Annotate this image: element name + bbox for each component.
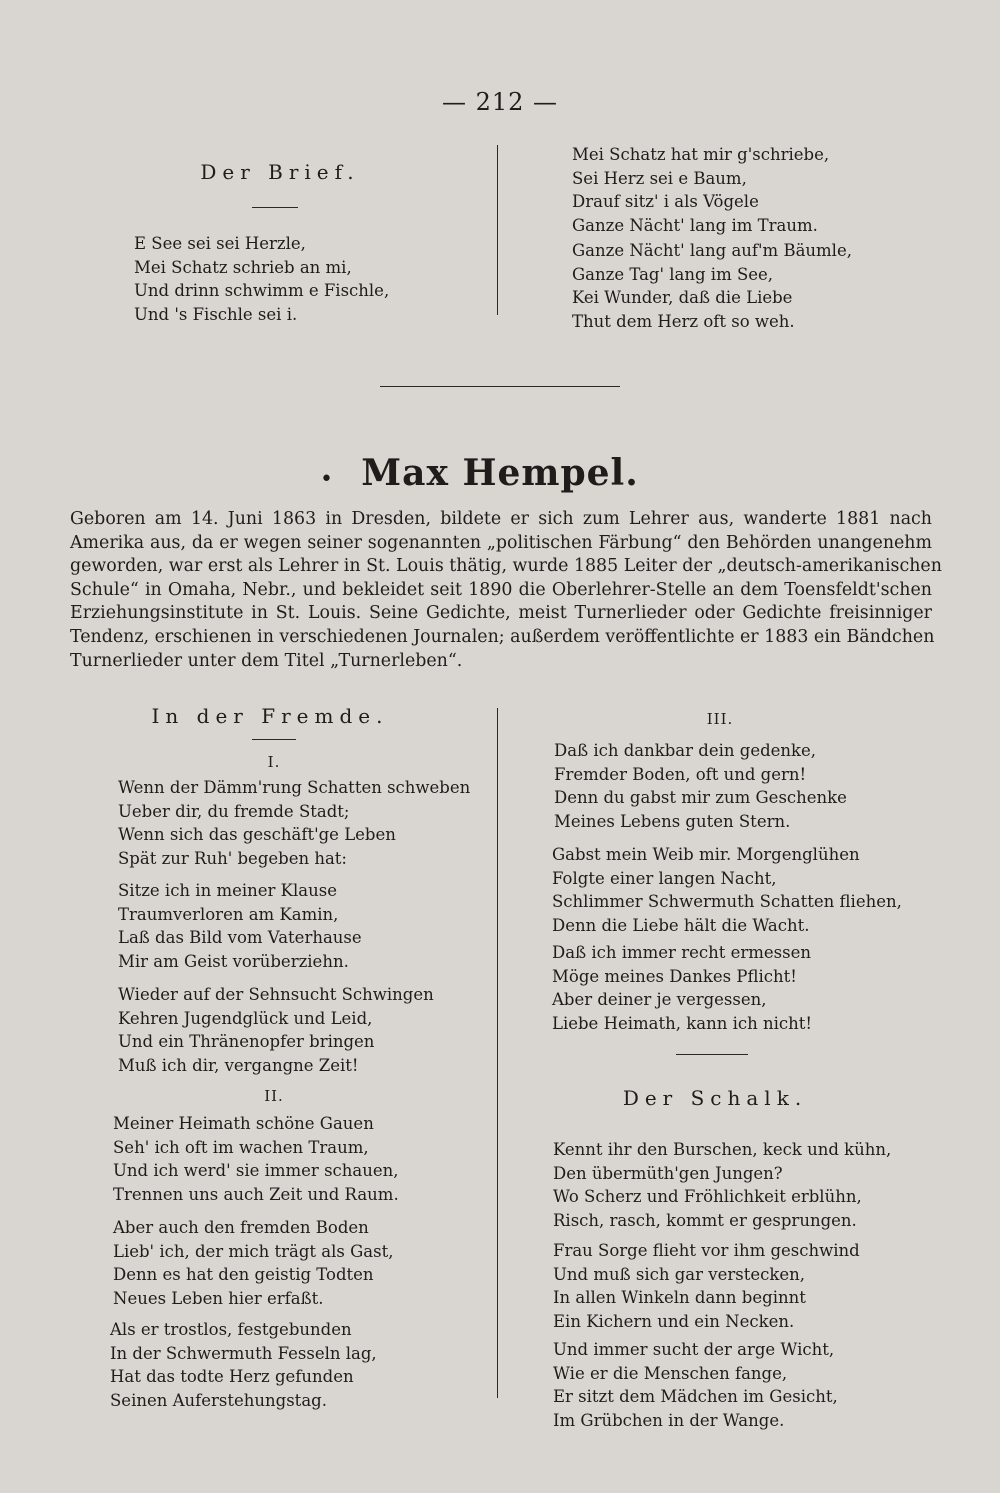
section-rule [380, 386, 620, 387]
stanza-der-brief-left [134, 232, 389, 326]
stray-dot: • [320, 467, 333, 492]
verse-line: Muß ich dir, vergangne Zeit! [118, 1055, 359, 1075]
stanza-fremde-2 [118, 879, 362, 973]
verse-line: Ganze Nächt' lang im Traum. [572, 215, 818, 235]
stanza-fremde-6 [110, 1318, 377, 1412]
verse-line: Risch, rasch, kommt er gesprungen. [553, 1210, 857, 1230]
verse-line: E See sei sei Herzle, [134, 234, 306, 253]
stanza-schalk-1 [553, 1138, 891, 1232]
verse-line: Folgte einer langen Nacht, [552, 868, 777, 888]
verse-line: Im Grübchen in der Wange. [553, 1410, 785, 1430]
stanza-fremde-1 [118, 776, 470, 870]
verse-line: Kennt ihr den Burschen, keck und kühn, [553, 1140, 892, 1159]
stanza-schalk-2 [553, 1239, 860, 1333]
verse-line: Seh' ich oft im wachen Traum, [113, 1137, 369, 1157]
verse-line: Traumverloren am Kamin, [118, 904, 339, 924]
verse-line: Daß ich immer recht ermessen [552, 943, 811, 962]
verse-line: Und immer sucht der arge Wicht, [553, 1340, 835, 1359]
verse-line: Ein Kichern und ein Necken. [553, 1311, 795, 1331]
bio-line: Geboren am 14. Juni 1863 in Dresden, bildete er sich zum Lehrer aus, wanderte 1881 nach [70, 509, 932, 529]
verse-line: Sitze ich in meiner Klause [118, 881, 337, 900]
bio-line: geworden, war erst als Lehrer in St. Louis thätig, wurde 1885 Leiter der „deutsch-amerikanischen [70, 556, 942, 577]
stanza-fremde-3 [118, 983, 434, 1077]
verse-line: Laß das Bild vom Vaterhause [118, 928, 362, 947]
verse-line: Ganze Tag' lang im See, [572, 264, 774, 284]
verse-line: Denn die Liebe hält die Wacht. [552, 915, 810, 935]
bio-line: Schule“ in Omaha, Nebr., und bekleidet seit 1890 die Oberlehrer-Stelle an dem Toensfeldt'schen [70, 579, 932, 600]
verse-line: Und 's Fischle sei i. [134, 304, 298, 324]
verse-line: Wo Scherz und Fröhlichkeit erblühn, [553, 1187, 862, 1206]
verse-line: Mir am Geist vorüberziehn. [118, 951, 349, 971]
author-biography [70, 508, 942, 673]
verse-line: Meines Lebens guten Stern. [554, 811, 791, 831]
bio-line: Tendenz, erschienen in verschiedenen Journalen; außerdem veröffentlichte er 1883 ein Bändchen [70, 626, 935, 647]
verse-line: Gabst mein Weib mir. Morgenglühen [552, 845, 860, 864]
verse-line: Möge meines Dankes Pflicht! [552, 966, 797, 986]
verse-line: Ganze Nächt' lang auf'm Bäumle, [572, 241, 852, 260]
bio-line: Amerika aus, da er wegen seiner sogenannten „politischen Färbung“ den Behörden unangenehm [70, 532, 932, 553]
verse-line: Denn du gabst mir zum Geschenke [554, 788, 847, 807]
stanza-schalk-3 [553, 1338, 838, 1432]
page-number: — 212 — [441, 88, 559, 116]
verse-line: Meiner Heimath schöne Gauen [113, 1114, 374, 1133]
verse-line: Kehren Jugendglück und Leid, [118, 1008, 373, 1028]
verse-line: Neues Leben hier erfaßt. [113, 1288, 324, 1308]
verse-line: Und ich werd' sie immer schauen, [113, 1161, 399, 1180]
verse-line: Drauf sitz' i als Vögele [572, 192, 759, 211]
verse-line: In der Schwermuth Fesseln lag, [110, 1343, 377, 1363]
verse-line: Ueber dir, du fremde Stadt; [118, 801, 350, 821]
verse-line: In allen Winkeln dann beginnt [553, 1288, 806, 1307]
verse-line: Daß ich dankbar dein gedenke, [554, 741, 817, 760]
verse-line: Hat das todte Herz gefunden [110, 1367, 354, 1386]
verse-line: Seinen Auferstehungstag. [110, 1390, 327, 1410]
part-number: I. [267, 753, 281, 771]
verse-line: Fremder Boden, oft und gern! [554, 764, 807, 784]
verse-line: Trennen uns auch Zeit und Raum. [113, 1184, 399, 1204]
verse-line: Wieder auf der Sehnsucht Schwingen [118, 985, 434, 1004]
stanza-fremde-4 [113, 1112, 399, 1206]
verse-line: Und muß sich gar verstecken, [553, 1264, 805, 1284]
poem-title-der-brief: Der Brief. [200, 160, 360, 184]
verse-line: Aber deiner je vergessen, [552, 990, 767, 1009]
stanza-fremde-8 [552, 843, 902, 937]
poem-title-in-der-fremde: In der Fremde. [151, 704, 389, 728]
column-divider [497, 145, 498, 315]
verse-line: Thut dem Herz oft so weh. [572, 311, 795, 331]
verse-line: Den übermüth'gen Jungen? [553, 1163, 783, 1183]
title-rule [252, 207, 298, 208]
verse-line: Schlimmer Schwermuth Schatten fliehen, [552, 892, 902, 911]
part-number: II. [264, 1087, 284, 1105]
verse-line: Kei Wunder, daß die Liebe [572, 288, 793, 307]
verse-line: Sei Herz sei e Baum, [572, 168, 747, 188]
verse-line: Als er trostlos, festgebunden [110, 1320, 352, 1339]
stanza-der-brief-right-1 [572, 143, 829, 237]
verse-line: Wie er die Menschen fange, [553, 1363, 788, 1383]
column-divider [497, 708, 498, 1398]
stanza-fremde-9 [552, 941, 812, 1035]
bio-line: Turnerlieder unter dem Titel „Turnerleben“. [70, 650, 463, 671]
verse-line: Spät zur Ruh' begeben hat: [118, 848, 347, 868]
verse-line: Lieb' ich, der mich trägt als Gast, [113, 1241, 394, 1261]
verse-line: Und drinn schwimm e Fischle, [134, 281, 390, 300]
verse-line: Frau Sorge flieht vor ihm geschwind [553, 1241, 860, 1260]
title-rule [252, 739, 296, 740]
poem-title-der-schalk: Der Schalk. [622, 1086, 808, 1110]
verse-line: Wenn der Dämm'rung Schatten schweben [118, 778, 471, 797]
author-name-heading: Max Hempel. [361, 452, 639, 494]
part-number: III. [706, 710, 734, 728]
stanza-fremde-7 [554, 739, 847, 833]
verse-line: Er sitzt dem Mädchen im Gesicht, [553, 1387, 838, 1406]
verse-line: Aber auch den fremden Boden [113, 1218, 369, 1237]
stanza-der-brief-right-2 [572, 239, 852, 333]
bio-line: Erziehungsinstitute in St. Louis. Seine Gedichte, meist Turnerlieder oder Gedichte freisinniger [70, 603, 932, 624]
verse-line: Denn es hat den geistig Todten [113, 1265, 374, 1284]
verse-line: Mei Schatz hat mir g'schriebe, [572, 145, 830, 164]
verse-line: Liebe Heimath, kann ich nicht! [552, 1013, 812, 1033]
stanza-fremde-5 [113, 1216, 393, 1310]
verse-line: Wenn sich das geschäft'ge Leben [118, 825, 396, 844]
verse-line: Mei Schatz schrieb an mi, [134, 257, 352, 277]
section-rule [676, 1054, 748, 1055]
verse-line: Und ein Thränenopfer bringen [118, 1032, 375, 1051]
